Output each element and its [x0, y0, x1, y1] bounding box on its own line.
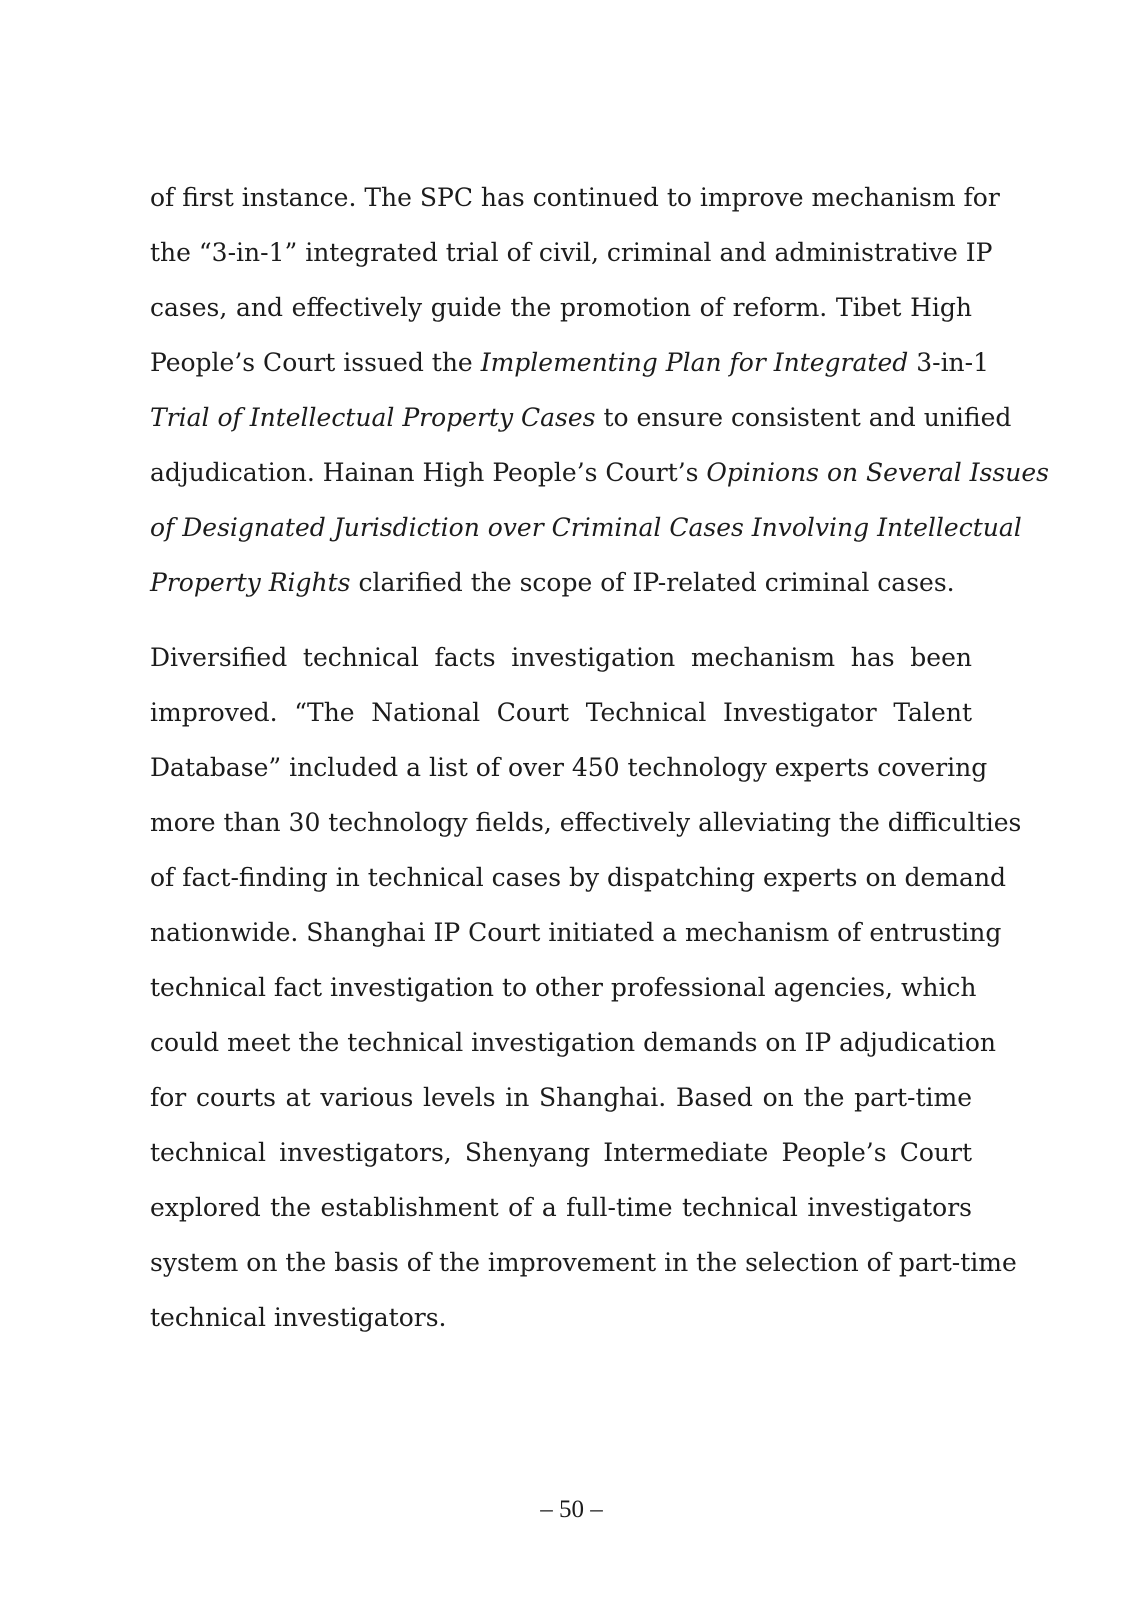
body-text: cases, and effectively guide the promotion of reform. Tibet High — [150, 293, 972, 322]
italic-title-text: Opinions on Several Issues — [706, 458, 1049, 487]
text-line — [150, 630, 972, 685]
text-line — [150, 1180, 972, 1235]
body-text: of fact-finding in technical cases by dispatching experts on demand — [150, 863, 1007, 892]
body-text: People’s Court issued the — [150, 348, 481, 377]
text-line — [150, 170, 1000, 225]
text-line — [150, 795, 1022, 850]
italic-title-text: Implementing Plan for Integrated — [480, 348, 909, 377]
text-line — [150, 1015, 996, 1070]
page-number: – 50 – — [540, 1496, 603, 1523]
text-line — [150, 850, 1007, 905]
body-text: adjudication. Hainan High People’s Court’s — [150, 458, 707, 487]
text-line — [150, 1235, 1017, 1290]
text-line — [150, 280, 972, 335]
paragraph-ip-trial-mechanism — [150, 170, 1049, 610]
body-text: Diversified technical facts investigation mechanism has been — [150, 643, 972, 672]
body-text: of first instance. The SPC has continued to improve mechanism for — [150, 183, 1000, 212]
body-text: more than 30 technology fields, effectively alleviating the difficulties — [150, 808, 1022, 837]
text-line — [150, 685, 972, 740]
text-line — [150, 960, 977, 1015]
body-text: technical investigators. — [150, 1303, 447, 1332]
body-text: improved. “The National Court Technical Investigator Talent — [150, 698, 972, 727]
text-line — [150, 225, 993, 280]
body-text: to ensure consistent and unified — [595, 403, 1012, 432]
paragraph-technical-investigation — [150, 630, 1022, 1345]
body-text: could meet the technical investigation demands on IP adjudication — [150, 1028, 996, 1057]
body-text: explored the establishment of a full-time technical investigators — [150, 1193, 972, 1222]
italic-title-text: Trial of Intellectual Property Cases — [150, 403, 596, 432]
body-text: clarified the scope of IP-related criminal cases. — [350, 568, 955, 597]
body-text: technical fact investigation to other professional agencies, which — [150, 973, 977, 1002]
body-text: for courts at various levels in Shanghai. Based on the part-time — [150, 1083, 972, 1112]
text-line — [150, 335, 990, 390]
text-line — [150, 740, 988, 795]
text-line — [150, 500, 1022, 555]
body-text: technical investigators, Shenyang Intermediate People’s Court — [150, 1138, 972, 1167]
text-line — [150, 905, 1002, 960]
body-text: 3-in-1 — [908, 348, 990, 377]
text-line — [150, 555, 972, 610]
text-line — [150, 445, 1049, 500]
text-line — [150, 1125, 972, 1180]
text-line — [150, 390, 1012, 445]
text-line — [150, 1290, 972, 1345]
body-text: system on the basis of the improvement in the selection of part-time — [150, 1248, 1017, 1277]
body-text: the “3-in-1” integrated trial of civil, criminal and administrative IP — [150, 238, 993, 267]
text-line — [150, 1070, 972, 1125]
body-text: Database” included a list of over 450 technology experts covering — [150, 753, 988, 782]
italic-title-text: Property Rights — [150, 568, 351, 597]
italic-title-text: of Designated Jurisdiction over Criminal Cases Involving Intellectual — [150, 513, 1022, 542]
body-text: nationwide. Shanghai IP Court initiated a mechanism of entrusting — [150, 918, 1002, 947]
